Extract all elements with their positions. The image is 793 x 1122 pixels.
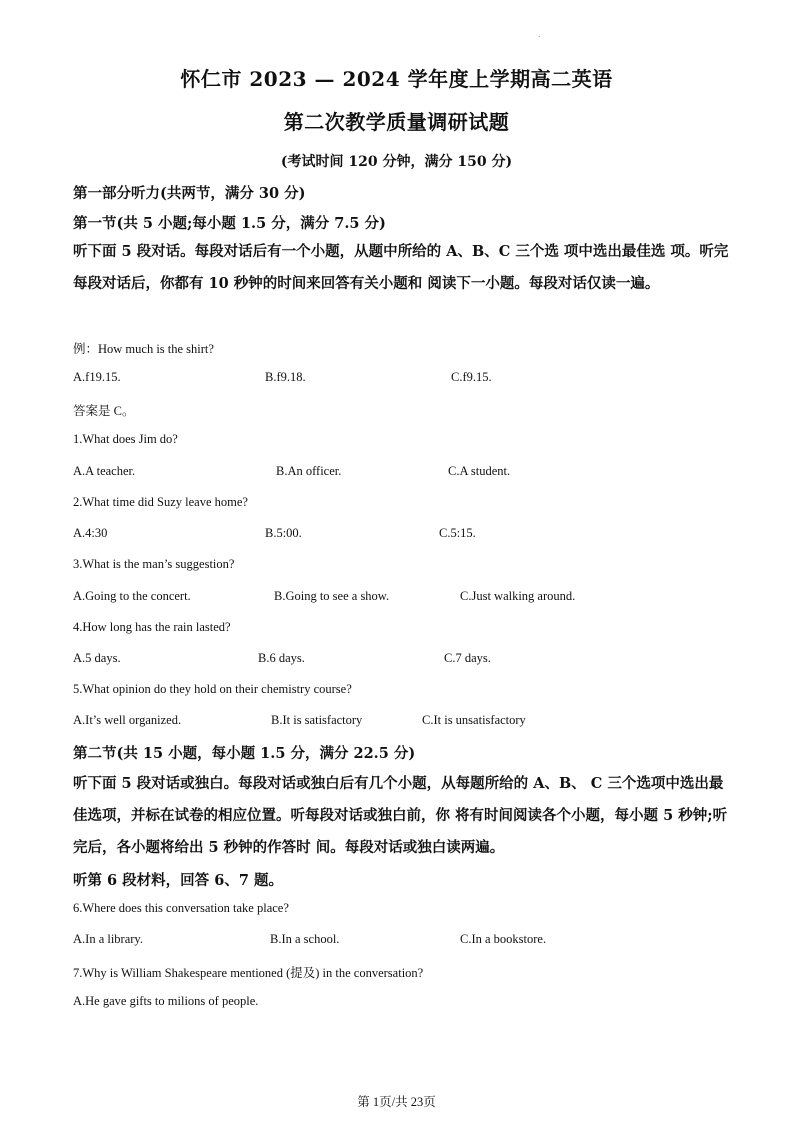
question-1: 1.What does Jim do? <box>73 432 178 446</box>
q1-option-b: B.An officer. <box>276 464 342 478</box>
q3-option-c: C.Just walking around. <box>460 589 576 603</box>
section1-heading: 第一节(共 5 小题;每小题 1.5 分，满分 7.5 分) <box>73 215 386 232</box>
example-answer: 答案是 C。 <box>73 404 135 418</box>
question-2: 2.What time did Suzy leave home? <box>73 495 248 509</box>
question-4: 4.How long has the rain lasted? <box>73 620 231 634</box>
q6-option-c: C.In a bookstore. <box>460 932 547 946</box>
q6-option-b: B.In a school. <box>270 932 340 946</box>
example-option-a: A.f19.15. <box>73 370 121 384</box>
q5-option-b: B.It is satisfactory <box>271 713 363 727</box>
q3-option-a: A.Going to the concert. <box>73 589 191 603</box>
q1-option-a: A.A teacher. <box>73 464 136 478</box>
q1-option-c: C.A student. <box>448 464 511 478</box>
q3-option-b: B.Going to see a show. <box>274 589 390 603</box>
corner-mark: . <box>538 30 541 39</box>
question-7: 7.Why is William Shakespeare mentioned (提及) in the conversation? <box>73 966 424 980</box>
question-6: 6.Where does this conversation take place? <box>73 901 289 915</box>
material-heading: 听第 6 段材料，回答 6、7 题。 <box>73 872 283 889</box>
page-number: 第 1页/共 23页 <box>357 1095 436 1109</box>
q4-option-b: B.6 days. <box>258 651 305 665</box>
section2-instructions: 听下面 5 段对话或独白。每段对话或独白后有几个小题，从每题所给的 A、B、 C 三个选项中选出最佳选项，并标在试卷的相应位置。听每段对话或独白前，你 将有时间阅读各个小题，每小题 5 秒钟;听完后，各小题将给出 5 秒钟的作答时 间。每段对话或独白读两遍。 <box>73 775 728 856</box>
q2-option-a: A.4:30 <box>73 526 108 540</box>
q5-option-c: C.It is unsatisfactory <box>422 713 526 727</box>
page-title: 怀仁市 2023 — 2024 学年度上学期高二英语 <box>180 67 613 91</box>
example-question: 例：How much is the shirt? <box>73 342 214 356</box>
example-option-b: B.f9.18. <box>265 370 306 384</box>
example-option-c: C.f9.15. <box>451 370 492 384</box>
q7-option-a: A.He gave gifts to milions of people. <box>73 994 259 1008</box>
q2-option-b: B.5:00. <box>265 526 302 540</box>
section1-instructions: 听下面 5 段对话。每段对话后有一个小题，从题中所给的 A、B、C 三个选 项中选出最佳选 项。听完每段对话后，你都有 10 秒钟的时间来回答有关小题和 阅读下一小题。每段对话仅读一遍。 <box>73 243 729 292</box>
exam-info: (考试时间 120 分钟，满分 150 分) <box>280 154 513 170</box>
q4-option-c: C.7 days. <box>444 651 491 665</box>
question-5: 5.What opinion do they hold on their chemistry course? <box>73 682 352 696</box>
section2-heading: 第二节(共 15 小题，每小题 1.5 分，满分 22.5 分) <box>73 745 416 762</box>
q6-option-a: A.In a library. <box>73 932 143 946</box>
q5-option-a: A.It’s well organized. <box>73 713 182 727</box>
part1-heading: 第一部分听力(共两节，满分 30 分) <box>73 185 306 202</box>
page-subtitle: 第二次教学质量调研试题 <box>283 110 510 134</box>
q4-option-a: A.5 days. <box>73 651 121 665</box>
question-3: 3.What is the man’s suggestion? <box>73 557 235 571</box>
q2-option-c: C.5:15. <box>439 526 476 540</box>
